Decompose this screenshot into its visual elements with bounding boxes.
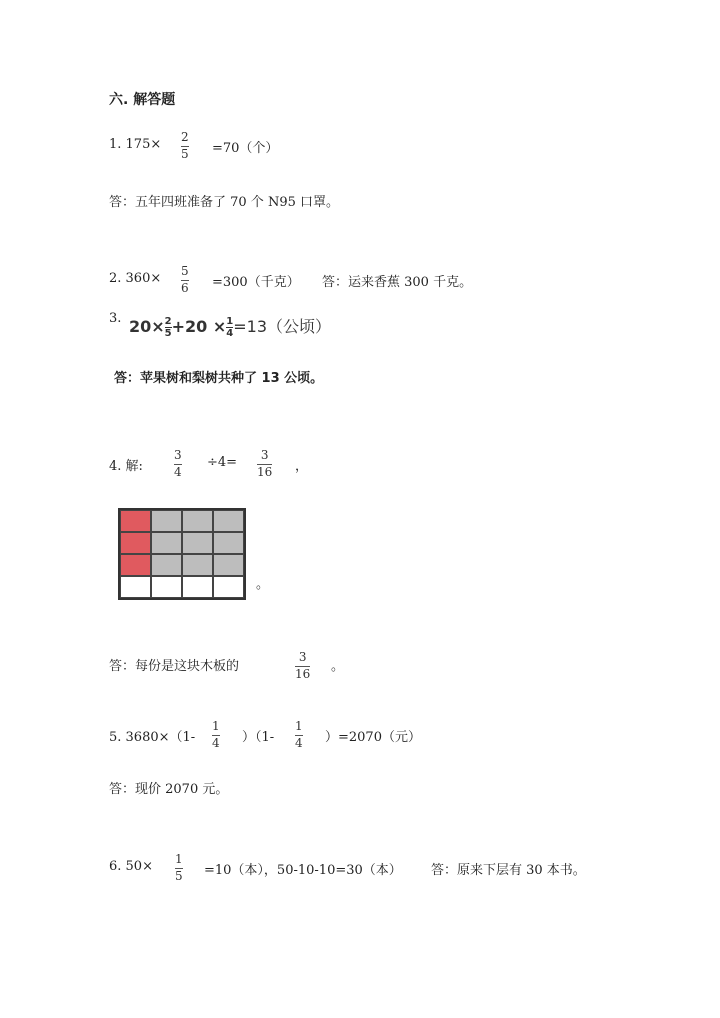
q1-prefix: 1. 175× xyxy=(109,137,162,152)
q5-fraction-1-numerator: 1 xyxy=(212,719,220,733)
q6-suffix: =10（本），50-10-10=30（本） xyxy=(204,863,402,878)
grid-cell-red xyxy=(120,554,151,576)
grid-cell-gray xyxy=(213,554,244,576)
q5-fraction-1 xyxy=(212,720,220,750)
q1-suffix: =70（个） xyxy=(212,141,279,156)
q5-suffix: ）=2070（元） xyxy=(325,730,421,745)
q4-answer-suffix: 。 xyxy=(331,659,345,674)
q6-fraction-denominator: 5 xyxy=(175,869,183,883)
q3-equation xyxy=(129,314,331,338)
q4-answer-fraction-numerator: 3 xyxy=(298,650,307,664)
q4-fraction-1-numerator: 3 xyxy=(174,448,182,462)
grid-cell-empty xyxy=(151,576,182,598)
q4-period: 。 xyxy=(256,577,270,592)
q2-fraction-denominator: 6 xyxy=(181,281,189,295)
q6-answer: 答：原来下层有 30 本书。 xyxy=(431,863,586,878)
grid-cell-empty xyxy=(213,576,244,598)
grid-cell-red xyxy=(120,532,151,554)
board-grid xyxy=(118,508,246,600)
grid-cell-empty xyxy=(120,576,151,598)
q3-number: 3. xyxy=(109,311,122,326)
q6-fraction xyxy=(175,853,183,883)
q4-fraction-1-denominator: 4 xyxy=(174,465,182,479)
q3-fraction-1-denominator: 5 xyxy=(164,328,172,339)
q3-part-b: +20 × xyxy=(171,317,227,336)
q3-answer: 答：苹果树和梨树共种了 13 公顷。 xyxy=(114,371,324,386)
q2-answer: 答：运来香蕉 300 千克。 xyxy=(322,275,473,290)
q3-part-c: =13（公顷） xyxy=(233,317,332,336)
q1-answer: 答：五年四班准备了 70 个 N95 口罩。 xyxy=(109,195,339,210)
q2-fraction xyxy=(181,265,189,295)
q1-fraction-denominator: 5 xyxy=(181,147,189,161)
grid-cell-gray xyxy=(151,532,182,554)
q5-fraction-2 xyxy=(295,720,303,750)
grid-cell-gray xyxy=(182,510,213,532)
q6-prefix: 6. 50× xyxy=(109,859,153,874)
q4-divide: ÷4= xyxy=(207,455,238,470)
grid-cell-gray xyxy=(182,554,213,576)
grid-cell-empty xyxy=(182,576,213,598)
q4-answer-prefix: 答：每份是这块木板的 xyxy=(109,659,240,674)
q5-fraction-2-numerator: 1 xyxy=(295,719,303,733)
grid-cell-gray xyxy=(213,510,244,532)
q4-fraction-1 xyxy=(174,449,182,479)
section-title: 六. 解答题 xyxy=(109,92,176,108)
q4-fraction-2 xyxy=(257,449,272,479)
q2-prefix: 2. 360× xyxy=(109,271,162,286)
q2-suffix: =300（千克） xyxy=(212,275,300,290)
grid-cell-gray xyxy=(213,532,244,554)
q5-prefix: 5. 3680×（1- xyxy=(109,730,196,745)
q3-fraction-2-numerator: 1 xyxy=(226,316,234,327)
q4-fraction-2-numerator: 3 xyxy=(260,448,269,462)
grid-cell-gray xyxy=(151,510,182,532)
q4-fraction-2-denominator: 16 xyxy=(257,465,273,479)
q4-prefix: 4. 解: xyxy=(109,459,143,474)
q4-answer-fraction xyxy=(295,651,310,681)
q4-answer-fraction-denominator: 16 xyxy=(295,667,311,681)
grid-cell-gray xyxy=(151,554,182,576)
q1-fraction xyxy=(181,131,189,161)
q4-comma: ， xyxy=(295,459,309,474)
grid-cell-red xyxy=(120,510,151,532)
q5-fraction-1-denominator: 4 xyxy=(212,736,220,750)
q3-fraction-2-denominator: 4 xyxy=(226,328,234,339)
q3-part-a: 20× xyxy=(129,317,165,336)
q3-fraction-1-numerator: 2 xyxy=(164,316,172,327)
q6-fraction-numerator: 1 xyxy=(175,852,183,866)
grid-cell-gray xyxy=(182,532,213,554)
q1-fraction-numerator: 2 xyxy=(181,130,189,144)
q3-fraction-1 xyxy=(165,317,172,338)
q2-fraction-numerator: 5 xyxy=(181,264,189,278)
q5-fraction-2-denominator: 4 xyxy=(295,736,303,750)
q5-answer: 答：现价 2070 元。 xyxy=(109,782,229,797)
q5-middle: ）（1- xyxy=(242,730,275,745)
